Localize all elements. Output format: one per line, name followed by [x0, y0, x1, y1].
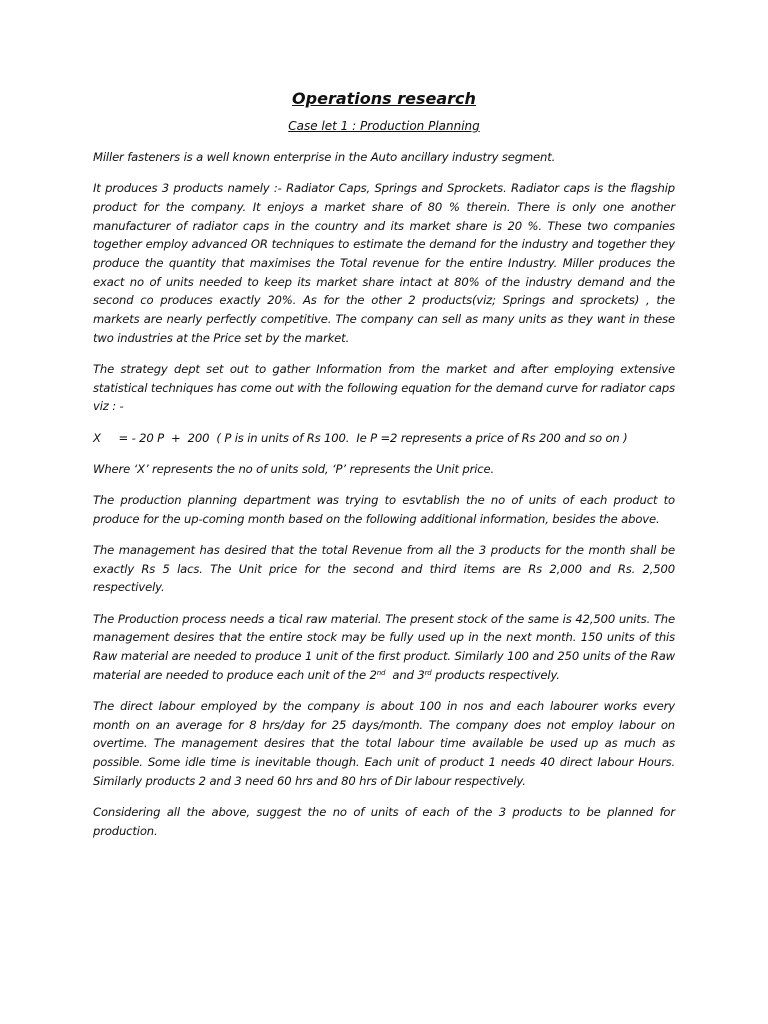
paragraph-planning: The production planning department was trying to esvtablish the no of units of each product to produce for the up-coming month based on the following additional information, besides the above.: [93, 493, 675, 526]
raw-material-text-2: and 3: [385, 667, 425, 682]
superscript-nd: nd: [376, 668, 386, 677]
paragraph-demand-equation: X = - 20 P + 200 ( P is in units of Rs 100. Ie P =2 represents a price of Rs 200 and so on ): [93, 430, 628, 445]
paragraph-intro: Miller fasteners is a well known enterprise in the Auto ancillary industry segment.: [93, 150, 556, 164]
raw-material-text-3: products respectively.: [431, 667, 560, 682]
paragraph-strategy: The strategy dept set out to gather Information from the market and after employing extensive statistical techniques has come out with the following equation for the demand curve for radiator caps viz : -: [93, 362, 675, 414]
paragraph-products: It produces 3 products namely :- Radiator Caps, Springs and Sprockets. Radiator caps is the flagship product for the company. It enjoys a market share of 80 % therein. There is only one another manufacturer of radiator caps in the country and its market share is 20 %. These two companies together employ advanced OR techniques to estimate the demand for the industry and together they produce the quantity that maximises the Total revenue for the entire Industry. Miller produces the exact no of units needed to keep its market share intact at 80% of the industry demand and the second co produces exactly 20%. As for the other 2 products(viz; Springs and sprockets) , the markets are nearly perfectly competitive. The company can sell as many units as they want in these two industries at the Price set by the market.: [93, 181, 675, 345]
document-page: [93, 86, 675, 853]
paragraph-raw-material: [93, 610, 675, 685]
paragraph-conclusion: Considering all the above, suggest the no of units of each of the 3 products to be planned for production.: [93, 804, 675, 838]
paragraph-labour: The direct labour employed by the company is about 100 in nos and each labourer works every month on an average for 8 hrs/day for 25 days/month. The company does not employ labour on overtime. The management desires that the total labour time available be used up as much as possible. Some idle time is inevitable though. Each unit of product 1 needs 40 direct labour Hours. Similarly products 2 and 3 need 60 hrs and 80 hrs of Dir labour respectively.: [93, 698, 675, 788]
superscript-rd: rd: [424, 668, 432, 677]
paragraph-definitions: Where ‘X’ represents the no of units sold, ‘P’ represents the Unit price.: [93, 461, 495, 476]
case-subtitle: Case let 1 : Production Planning: [288, 119, 480, 133]
raw-material-text-1: The Production process needs a tical raw material. The present stock of the same is 42,500 units. The management desires that the entire stock may be fully used up in the next month. 150 units of this Raw material are needed to produce 1 unit of the first product. Similarly 100 and 250 units of the Raw material are needed to produce each unit of the 2: [93, 611, 675, 682]
page-title: Operations research: [292, 89, 476, 108]
paragraph-revenue: The management has desired that the total Revenue from all the 3 products for the month shall be exactly Rs 5 lacs. The Unit price for the second and third items are Rs 2,000 and Rs. 2,500 respectively.: [93, 542, 675, 595]
